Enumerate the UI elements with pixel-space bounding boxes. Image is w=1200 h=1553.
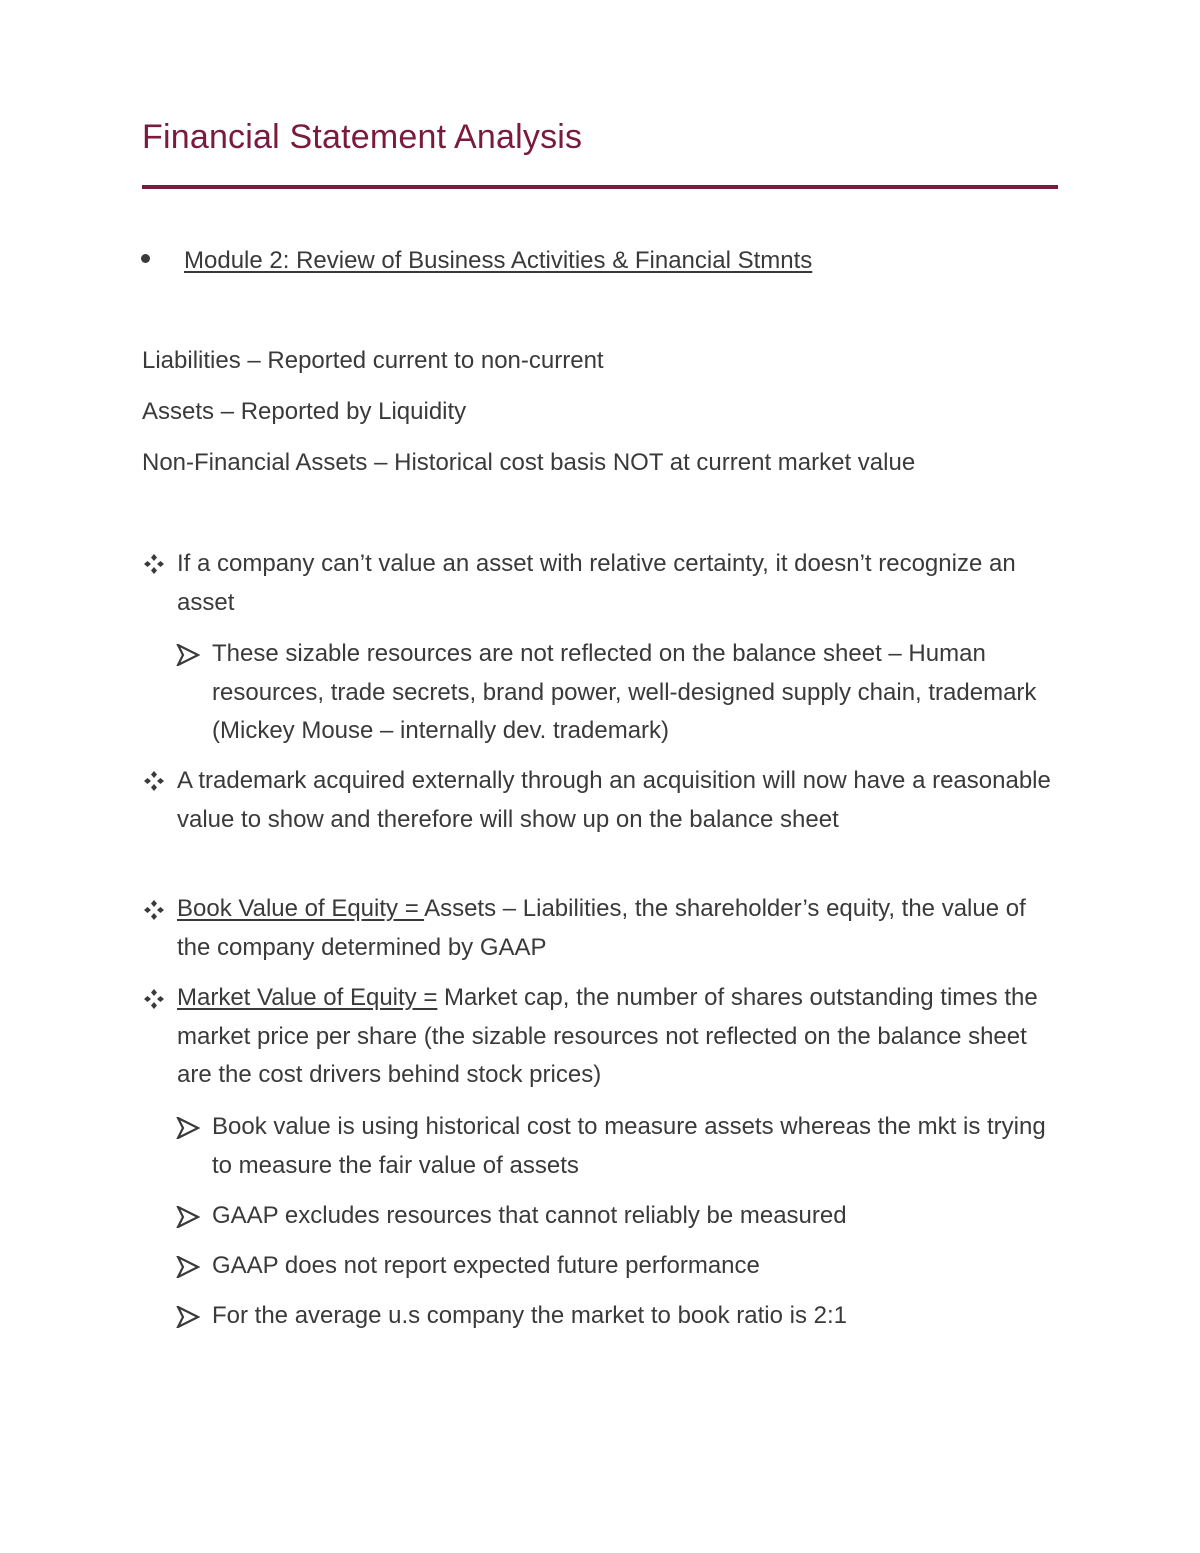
module-heading: Module 2: Review of Business Activities & Financial Stmnts <box>184 247 813 274</box>
point-label: Book Value of Equity = <box>177 895 425 922</box>
point-text: Market cap, the number of shares outstanding times the market price per share (the sizable resources not reflected on the balance sheet are the cost drivers behind stock prices) <box>177 984 1038 1088</box>
arrow-bullet-icon <box>176 1206 200 1228</box>
definition-assets: Assets – Reported by Liquidity <box>142 398 467 425</box>
arrow-bullet-icon <box>176 1306 200 1328</box>
arrow-bullet-icon <box>176 1117 200 1139</box>
bullet-dot-icon <box>141 254 150 263</box>
subpoint-gaap-future-performance: GAAP does not report expected future performance <box>212 1252 760 1279</box>
subpoint-sizable-resources: These sizable resources are not reflected on the balance sheet – Human resources, trade secrets, brand power, well-designed supply chain, trademark (Mickey Mouse – internally dev. trademark) <box>212 640 1037 744</box>
subpoint-book-value-historical-cost: Book value is using historical cost to measure assets whereas the mkt is trying to measure the fair value of assets <box>212 1113 1046 1179</box>
point-unrecognized-asset <box>177 545 1057 622</box>
subpoint-gaap-excludes-resources: GAAP excludes resources that cannot reliably be measured <box>212 1202 847 1229</box>
arrow-bullet-icon <box>176 1256 200 1278</box>
arrow-bullet-icon <box>176 644 200 666</box>
definition-non-financial-assets: Non-Financial Assets – Historical cost basis NOT at current market value <box>142 449 916 476</box>
point-text: Assets – Liabilities, the shareholder’s equity, the value of the company determined by GAAP <box>177 895 1026 961</box>
subpoint-market-to-book-ratio: For the average u.s company the market to book ratio is 2:1 <box>212 1302 847 1329</box>
point-market-value-of-equity <box>177 979 1057 1095</box>
four-diamond-bullet-icon <box>143 988 165 1010</box>
page-title: Financial Statement Analysis <box>142 118 583 156</box>
point-label: Market Value of Equity = <box>177 984 438 1011</box>
point-text: If a company can’t value an asset with relative certainty, it doesn’t recognize an asset <box>177 550 1016 616</box>
point-acquired-trademark <box>177 762 1057 839</box>
title-divider <box>142 185 1058 189</box>
four-diamond-bullet-icon <box>143 899 165 921</box>
four-diamond-bullet-icon <box>143 553 165 575</box>
point-text: A trademark acquired externally through an acquisition will now have a reasonable value to show and therefore will show up on the balance sheet <box>177 767 1051 833</box>
definition-liabilities: Liabilities – Reported current to non-current <box>142 347 604 374</box>
four-diamond-bullet-icon <box>143 770 165 792</box>
point-book-value-of-equity <box>177 890 1057 967</box>
